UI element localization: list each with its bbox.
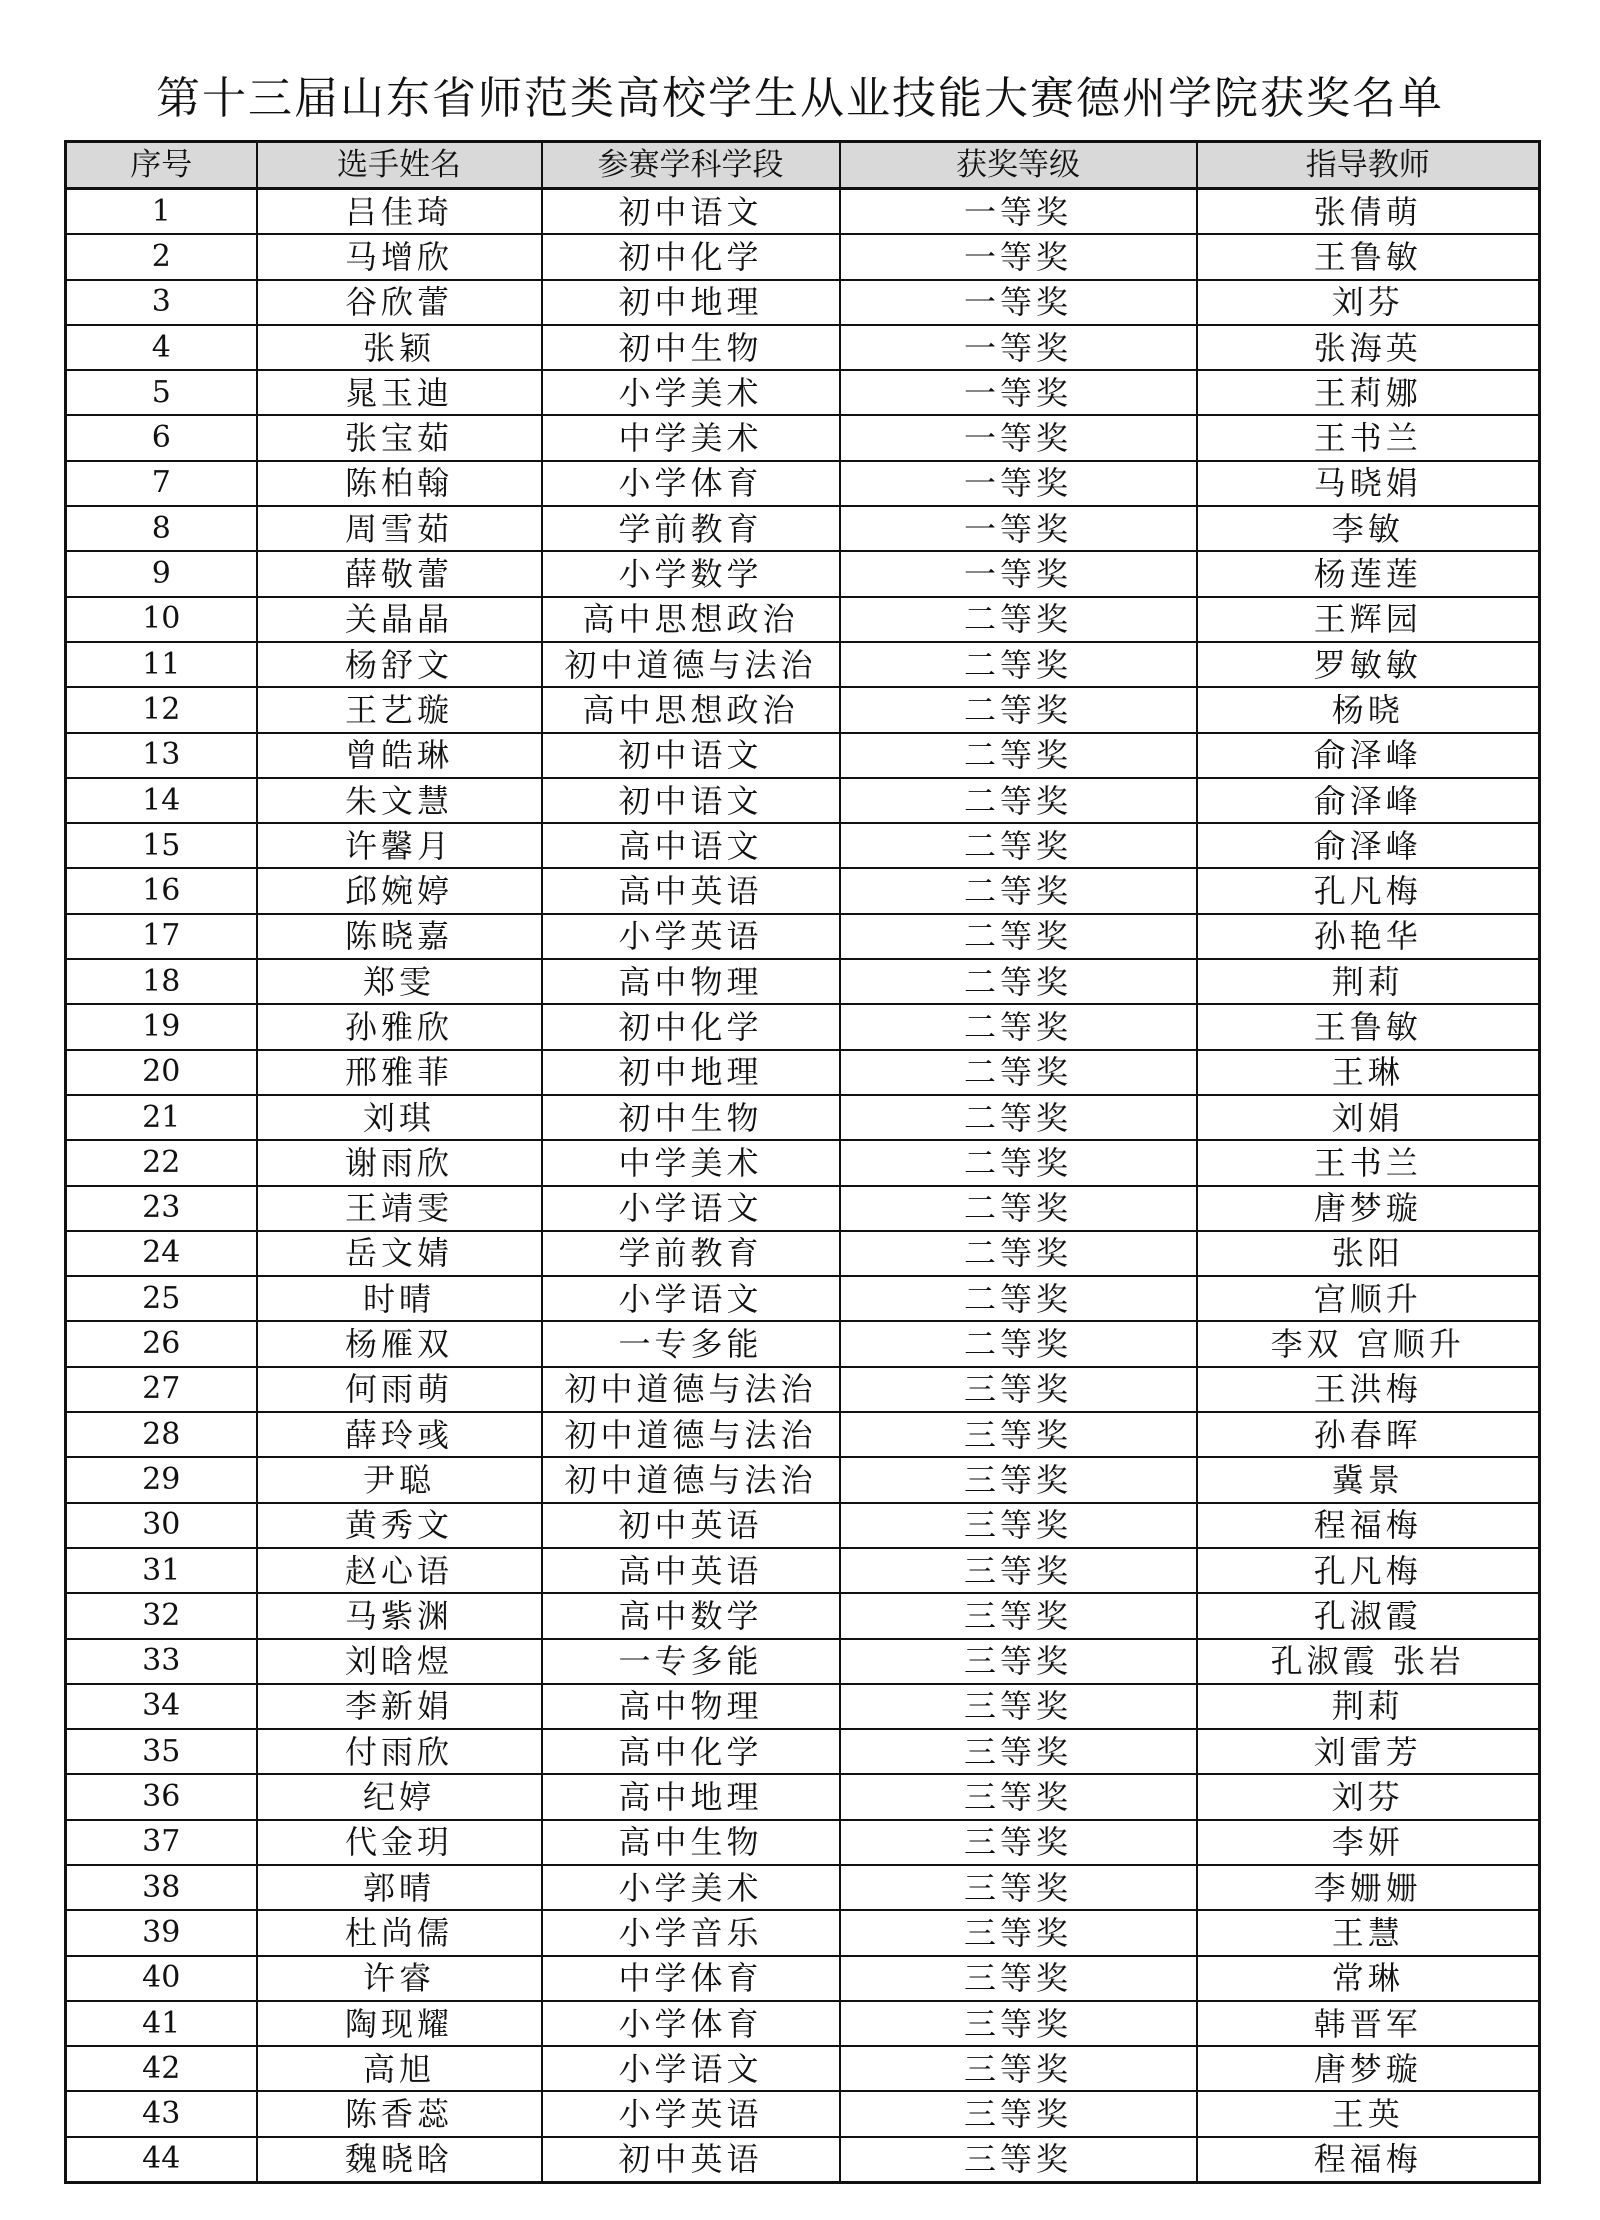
header-award-level: 获奖等级 [840, 142, 1197, 189]
subject-level: 初中道德与法治 [542, 1457, 840, 1502]
subject-level: 初中道德与法治 [542, 642, 840, 687]
table-row [66, 2091, 1540, 2136]
advisor-name: 罗敏敏 [1197, 642, 1540, 687]
award-level: 一等奖 [840, 280, 1197, 325]
row-index: 30 [66, 1503, 257, 1548]
contestant-name: 郭晴 [257, 1865, 542, 1910]
contestant-name: 邱婉婷 [257, 868, 542, 913]
contestant-name: 杜尚儒 [257, 1910, 542, 1955]
table-row [66, 687, 1540, 732]
award-level: 二等奖 [840, 868, 1197, 913]
advisor-name: 孔凡梅 [1197, 868, 1540, 913]
subject-level: 小学语文 [542, 2046, 840, 2091]
contestant-name: 马紫渊 [257, 1593, 542, 1638]
advisor-name: 程福梅 [1197, 1503, 1540, 1548]
row-index: 41 [66, 2001, 257, 2046]
table-row [66, 2001, 1540, 2046]
table-row [66, 1956, 1540, 2001]
subject-level: 中学美术 [542, 1140, 840, 1185]
subject-level: 高中地理 [542, 1774, 840, 1819]
header-advisor: 指导教师 [1197, 142, 1540, 189]
row-index: 23 [66, 1186, 257, 1231]
table-row [66, 325, 1540, 370]
header-row [66, 142, 1540, 189]
subject-level: 高中思想政治 [542, 687, 840, 732]
contestant-name: 马增欣 [257, 234, 542, 279]
subject-level: 学前教育 [542, 1231, 840, 1276]
award-level: 一等奖 [840, 551, 1197, 596]
contestant-name: 李新娟 [257, 1684, 542, 1729]
row-index: 5 [66, 370, 257, 415]
advisor-name: 李双 宫顺升 [1197, 1321, 1540, 1366]
table-row [66, 1503, 1540, 1548]
subject-level: 初中生物 [542, 1095, 840, 1140]
table-row [66, 461, 1540, 506]
award-level: 二等奖 [840, 1004, 1197, 1049]
award-level: 二等奖 [840, 733, 1197, 778]
award-level: 三等奖 [840, 1956, 1197, 2001]
subject-level: 高中物理 [542, 1684, 840, 1729]
award-level: 三等奖 [840, 2091, 1197, 2136]
row-index: 10 [66, 597, 257, 642]
award-level: 三等奖 [840, 1684, 1197, 1729]
award-level: 二等奖 [840, 1095, 1197, 1140]
advisor-name: 王辉园 [1197, 597, 1540, 642]
award-level: 二等奖 [840, 1140, 1197, 1185]
row-index: 16 [66, 868, 257, 913]
award-table [64, 140, 1541, 2184]
subject-level: 高中数学 [542, 1593, 840, 1638]
row-index: 38 [66, 1865, 257, 1910]
table-row [66, 1684, 1540, 1729]
advisor-name: 马晓娟 [1197, 461, 1540, 506]
table-row [66, 1820, 1540, 1865]
award-level: 一等奖 [840, 234, 1197, 279]
row-index: 14 [66, 778, 257, 823]
table-row [66, 280, 1540, 325]
advisor-name: 孙艳华 [1197, 914, 1540, 959]
advisor-name: 王琳 [1197, 1050, 1540, 1095]
advisor-name: 刘雷芳 [1197, 1729, 1540, 1774]
table-row [66, 1050, 1540, 1095]
subject-level: 小学英语 [542, 2091, 840, 2136]
contestant-name: 关晶晶 [257, 597, 542, 642]
table-row [66, 1412, 1540, 1457]
subject-level: 初中地理 [542, 1050, 840, 1095]
award-level: 二等奖 [840, 823, 1197, 868]
contestant-name: 周雪茹 [257, 506, 542, 551]
contestant-name: 邢雅菲 [257, 1050, 542, 1095]
subject-level: 初中道德与法治 [542, 1367, 840, 1412]
table-row [66, 642, 1540, 687]
advisor-name: 孔凡梅 [1197, 1548, 1540, 1593]
contestant-name: 谢雨欣 [257, 1140, 542, 1185]
table-row [66, 1729, 1540, 1774]
contestant-name: 尹聪 [257, 1457, 542, 1502]
advisor-name: 张海英 [1197, 325, 1540, 370]
contestant-name: 薛敬蕾 [257, 551, 542, 596]
contestant-name: 陈晓嘉 [257, 914, 542, 959]
advisor-name: 孙春晖 [1197, 1412, 1540, 1457]
contestant-name: 杨雁双 [257, 1321, 542, 1366]
advisor-name: 孔淑霞 张岩 [1197, 1639, 1540, 1684]
subject-level: 高中语文 [542, 823, 840, 868]
contestant-name: 晁玉迪 [257, 370, 542, 415]
table-row [66, 597, 1540, 642]
contestant-name: 高旭 [257, 2046, 542, 2091]
contestant-name: 岳文婧 [257, 1231, 542, 1276]
row-index: 9 [66, 551, 257, 596]
table-row [66, 2137, 1540, 2183]
advisor-name: 王鲁敏 [1197, 234, 1540, 279]
row-index: 6 [66, 415, 257, 460]
row-index: 11 [66, 642, 257, 687]
table-body [66, 189, 1540, 2183]
table-row [66, 1457, 1540, 1502]
table-header [66, 142, 1540, 189]
award-level: 三等奖 [840, 1865, 1197, 1910]
subject-level: 高中英语 [542, 868, 840, 913]
subject-level: 高中英语 [542, 1548, 840, 1593]
contestant-name: 陈香蕊 [257, 2091, 542, 2136]
table-row [66, 1231, 1540, 1276]
subject-level: 初中语文 [542, 189, 840, 235]
subject-level: 初中生物 [542, 325, 840, 370]
row-index: 25 [66, 1276, 257, 1321]
contestant-name: 黄秀文 [257, 1503, 542, 1548]
table-row [66, 1548, 1540, 1593]
row-index: 29 [66, 1457, 257, 1502]
award-level: 三等奖 [840, 2046, 1197, 2091]
subject-level: 高中化学 [542, 1729, 840, 1774]
advisor-name: 俞泽峰 [1197, 823, 1540, 868]
contestant-name: 陶现耀 [257, 2001, 542, 2046]
row-index: 44 [66, 2137, 257, 2183]
advisor-name: 李妍 [1197, 1820, 1540, 1865]
award-level: 二等奖 [840, 959, 1197, 1004]
row-index: 7 [66, 461, 257, 506]
award-level: 二等奖 [840, 1050, 1197, 1095]
row-index: 27 [66, 1367, 257, 1412]
advisor-name: 俞泽峰 [1197, 778, 1540, 823]
row-index: 4 [66, 325, 257, 370]
advisor-name: 刘娟 [1197, 1095, 1540, 1140]
row-index: 33 [66, 1639, 257, 1684]
contestant-name: 许馨月 [257, 823, 542, 868]
advisor-name: 程福梅 [1197, 2137, 1540, 2183]
table-row [66, 506, 1540, 551]
subject-level: 高中生物 [542, 1820, 840, 1865]
subject-level: 初中语文 [542, 733, 840, 778]
advisor-name: 杨莲莲 [1197, 551, 1540, 596]
advisor-name: 王洪梅 [1197, 1367, 1540, 1412]
table-row [66, 1774, 1540, 1819]
table-row [66, 415, 1540, 460]
table-row [66, 189, 1540, 235]
row-index: 43 [66, 2091, 257, 2136]
advisor-name: 王莉娜 [1197, 370, 1540, 415]
row-index: 18 [66, 959, 257, 1004]
row-index: 31 [66, 1548, 257, 1593]
row-index: 8 [66, 506, 257, 551]
table-row [66, 959, 1540, 1004]
subject-level: 高中思想政治 [542, 597, 840, 642]
award-level: 二等奖 [840, 1186, 1197, 1231]
subject-level: 小学音乐 [542, 1910, 840, 1955]
row-index: 37 [66, 1820, 257, 1865]
row-index: 21 [66, 1095, 257, 1140]
page-title: 第十三届山东省师范类高校学生从业技能大赛德州学院获奖名单 [156, 73, 1444, 125]
award-level: 一等奖 [840, 461, 1197, 506]
advisor-name: 杨晓 [1197, 687, 1540, 732]
contestant-name: 张宝茹 [257, 415, 542, 460]
contestant-name: 许睿 [257, 1956, 542, 2001]
contestant-name: 郑雯 [257, 959, 542, 1004]
subject-level: 小学体育 [542, 461, 840, 506]
row-index: 2 [66, 234, 257, 279]
subject-level: 一专多能 [542, 1639, 840, 1684]
award-level: 一等奖 [840, 325, 1197, 370]
row-index: 12 [66, 687, 257, 732]
award-level: 三等奖 [840, 1503, 1197, 1548]
award-level: 一等奖 [840, 506, 1197, 551]
subject-level: 中学美术 [542, 415, 840, 460]
award-level: 二等奖 [840, 778, 1197, 823]
subject-level: 初中道德与法治 [542, 1412, 840, 1457]
advisor-name: 俞泽峰 [1197, 733, 1540, 778]
subject-level: 一专多能 [542, 1321, 840, 1366]
header-contestant-name: 选手姓名 [257, 142, 542, 189]
table-row [66, 1004, 1540, 1049]
award-level: 二等奖 [840, 642, 1197, 687]
advisor-name: 宫顺升 [1197, 1276, 1540, 1321]
row-index: 35 [66, 1729, 257, 1774]
award-level: 三等奖 [840, 1910, 1197, 1955]
contestant-name: 谷欣蕾 [257, 280, 542, 325]
advisor-name: 韩晋军 [1197, 2001, 1540, 2046]
contestant-name: 曾皓琳 [257, 733, 542, 778]
advisor-name: 荆莉 [1197, 1684, 1540, 1729]
subject-level: 小学数学 [542, 551, 840, 596]
advisor-name: 张倩萌 [1197, 189, 1540, 235]
advisor-name: 李姗姗 [1197, 1865, 1540, 1910]
table-row [66, 1865, 1540, 1910]
award-level: 三等奖 [840, 1774, 1197, 1819]
table-row [66, 778, 1540, 823]
table-row [66, 1140, 1540, 1185]
award-level: 二等奖 [840, 1231, 1197, 1276]
advisor-name: 常琳 [1197, 1956, 1540, 2001]
table-row [66, 370, 1540, 415]
table-row [66, 1095, 1540, 1140]
row-index: 32 [66, 1593, 257, 1638]
subject-level: 小学美术 [542, 1865, 840, 1910]
table-row [66, 914, 1540, 959]
advisor-name: 张阳 [1197, 1231, 1540, 1276]
subject-level: 初中英语 [542, 1503, 840, 1548]
award-level: 三等奖 [840, 1412, 1197, 1457]
subject-level: 学前教育 [542, 506, 840, 551]
contestant-name: 魏晓晗 [257, 2137, 542, 2183]
row-index: 39 [66, 1910, 257, 1955]
row-index: 20 [66, 1050, 257, 1095]
advisor-name: 冀景 [1197, 1457, 1540, 1502]
table-row [66, 234, 1540, 279]
contestant-name: 纪婷 [257, 1774, 542, 1819]
advisor-name: 王书兰 [1197, 1140, 1540, 1185]
row-index: 28 [66, 1412, 257, 1457]
subject-level: 小学美术 [542, 370, 840, 415]
advisor-name: 唐梦璇 [1197, 2046, 1540, 2091]
row-index: 36 [66, 1774, 257, 1819]
award-level: 二等奖 [840, 914, 1197, 959]
award-level: 二等奖 [840, 1276, 1197, 1321]
contestant-name: 付雨欣 [257, 1729, 542, 1774]
award-level: 三等奖 [840, 1367, 1197, 1412]
row-index: 24 [66, 1231, 257, 1276]
contestant-name: 刘琪 [257, 1095, 542, 1140]
contestant-name: 张颖 [257, 325, 542, 370]
subject-level: 高中物理 [542, 959, 840, 1004]
advisor-name: 李敏 [1197, 506, 1540, 551]
award-level: 三等奖 [840, 1457, 1197, 1502]
advisor-name: 荆莉 [1197, 959, 1540, 1004]
subject-level: 中学体育 [542, 1956, 840, 2001]
award-level: 三等奖 [840, 1820, 1197, 1865]
contestant-name: 吕佳琦 [257, 189, 542, 235]
contestant-name: 陈柏翰 [257, 461, 542, 506]
row-index: 17 [66, 914, 257, 959]
row-index: 13 [66, 733, 257, 778]
advisor-name: 刘芬 [1197, 1774, 1540, 1819]
subject-level: 初中化学 [542, 1004, 840, 1049]
row-index: 15 [66, 823, 257, 868]
table-row [66, 551, 1540, 596]
subject-level: 小学英语 [542, 914, 840, 959]
contestant-name: 薛玲彧 [257, 1412, 542, 1457]
subject-level: 初中英语 [542, 2137, 840, 2183]
subject-level: 小学语文 [542, 1186, 840, 1231]
table-row [66, 823, 1540, 868]
subject-level: 小学语文 [542, 1276, 840, 1321]
award-level: 二等奖 [840, 1321, 1197, 1366]
contestant-name: 代金玥 [257, 1820, 542, 1865]
award-level: 三等奖 [840, 2001, 1197, 2046]
table-row [66, 1321, 1540, 1366]
table-row [66, 1910, 1540, 1955]
subject-level: 初中语文 [542, 778, 840, 823]
table-row [66, 1593, 1540, 1638]
row-index: 40 [66, 1956, 257, 2001]
table-row [66, 2046, 1540, 2091]
row-index: 1 [66, 189, 257, 235]
row-index: 34 [66, 1684, 257, 1729]
award-level: 一等奖 [840, 415, 1197, 460]
contestant-name: 时晴 [257, 1276, 542, 1321]
contestant-name: 朱文慧 [257, 778, 542, 823]
contestant-name: 王靖雯 [257, 1186, 542, 1231]
advisor-name: 唐梦璇 [1197, 1186, 1540, 1231]
contestant-name: 刘晗煜 [257, 1639, 542, 1684]
row-index: 19 [66, 1004, 257, 1049]
award-level: 三等奖 [840, 1639, 1197, 1684]
award-level: 三等奖 [840, 1593, 1197, 1638]
award-level: 三等奖 [840, 1729, 1197, 1774]
advisor-name: 王书兰 [1197, 415, 1540, 460]
row-index: 42 [66, 2046, 257, 2091]
row-index: 3 [66, 280, 257, 325]
advisor-name: 王英 [1197, 2091, 1540, 2136]
table-row [66, 1367, 1540, 1412]
contestant-name: 王艺璇 [257, 687, 542, 732]
advisor-name: 王慧 [1197, 1910, 1540, 1955]
table-row [66, 1276, 1540, 1321]
award-level: 三等奖 [840, 2137, 1197, 2183]
advisor-name: 王鲁敏 [1197, 1004, 1540, 1049]
header-subject-level: 参赛学科学段 [542, 142, 840, 189]
subject-level: 小学体育 [542, 2001, 840, 2046]
award-level: 一等奖 [840, 189, 1197, 235]
advisor-name: 刘芬 [1197, 280, 1540, 325]
contestant-name: 赵心语 [257, 1548, 542, 1593]
award-level: 二等奖 [840, 597, 1197, 642]
row-index: 22 [66, 1140, 257, 1185]
contestant-name: 何雨萌 [257, 1367, 542, 1412]
award-level: 二等奖 [840, 687, 1197, 732]
subject-level: 初中化学 [542, 234, 840, 279]
header-index: 序号 [66, 142, 257, 189]
contestant-name: 杨舒文 [257, 642, 542, 687]
table-row [66, 1186, 1540, 1231]
table-row [66, 733, 1540, 778]
table-row [66, 868, 1540, 913]
table-row [66, 1639, 1540, 1684]
advisor-name: 孔淑霞 [1197, 1593, 1540, 1638]
row-index: 26 [66, 1321, 257, 1366]
contestant-name: 孙雅欣 [257, 1004, 542, 1049]
award-level: 一等奖 [840, 370, 1197, 415]
subject-level: 初中地理 [542, 280, 840, 325]
award-level: 三等奖 [840, 1548, 1197, 1593]
